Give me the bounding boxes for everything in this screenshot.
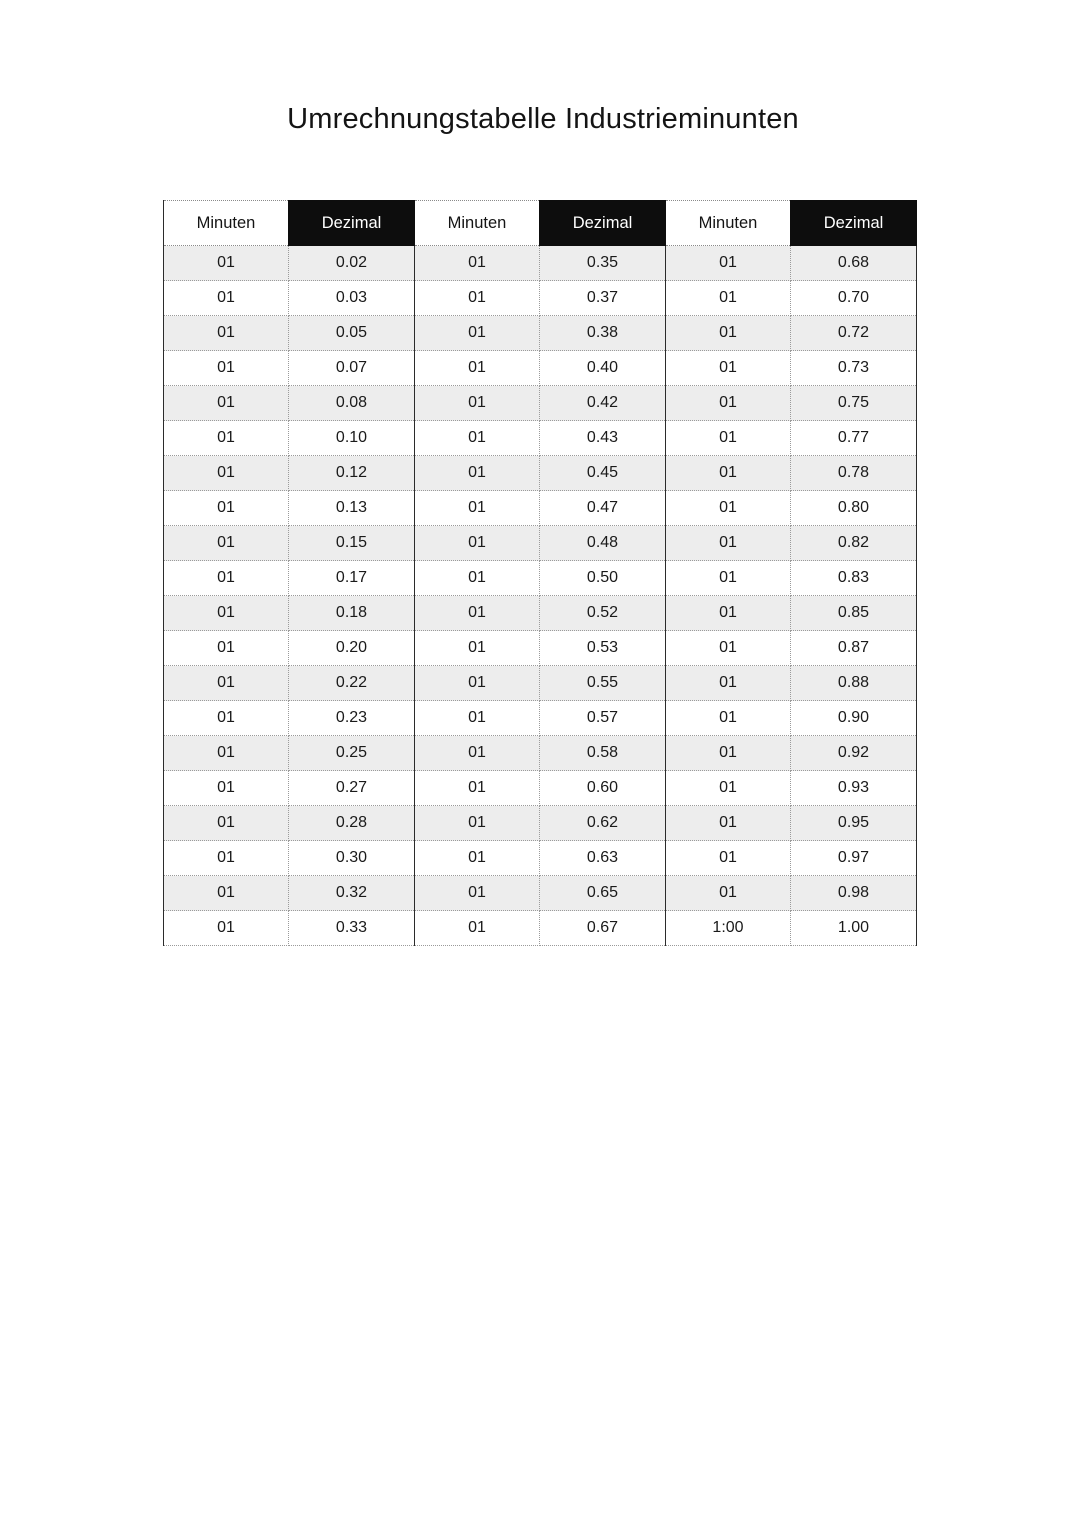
- table-row: [164, 876, 917, 911]
- cell-minuten: 01: [164, 596, 289, 631]
- cell-dezimal: 0.82: [791, 526, 917, 561]
- table-row: [164, 421, 917, 456]
- cell-minuten: 01: [666, 246, 791, 281]
- cell-dezimal: 0.87: [791, 631, 917, 666]
- cell-minuten: 01: [415, 526, 540, 561]
- cell-dezimal: 0.68: [791, 246, 917, 281]
- cell-dezimal: 0.88: [791, 666, 917, 701]
- cell-minuten: 01: [415, 561, 540, 596]
- cell-minuten: 01: [666, 421, 791, 456]
- cell-minuten: 01: [666, 561, 791, 596]
- column-header-dezimal-2: Dezimal: [540, 201, 666, 246]
- table-body: [164, 246, 917, 946]
- table-row: [164, 386, 917, 421]
- cell-minuten: 01: [666, 876, 791, 911]
- column-header-dezimal-3: Dezimal: [791, 201, 917, 246]
- cell-minuten: 1:00: [666, 911, 791, 946]
- cell-dezimal: 0.02: [289, 246, 415, 281]
- cell-dezimal: 0.90: [791, 701, 917, 736]
- cell-minuten: 01: [415, 491, 540, 526]
- column-header-minuten-2: Minuten: [415, 201, 540, 246]
- cell-dezimal: 0.60: [540, 771, 666, 806]
- cell-minuten: 01: [415, 841, 540, 876]
- cell-dezimal: 0.70: [791, 281, 917, 316]
- cell-minuten: 01: [415, 456, 540, 491]
- cell-dezimal: 0.48: [540, 526, 666, 561]
- cell-dezimal: 0.22: [289, 666, 415, 701]
- cell-dezimal: 0.97: [791, 841, 917, 876]
- cell-dezimal: 0.12: [289, 456, 415, 491]
- table-row: [164, 911, 917, 946]
- cell-minuten: 01: [164, 281, 289, 316]
- cell-minuten: 01: [415, 631, 540, 666]
- cell-minuten: 01: [164, 526, 289, 561]
- cell-minuten: 01: [164, 631, 289, 666]
- cell-minuten: 01: [415, 911, 540, 946]
- cell-dezimal: 0.15: [289, 526, 415, 561]
- cell-dezimal: 0.32: [289, 876, 415, 911]
- cell-dezimal: 1.00: [791, 911, 917, 946]
- cell-minuten: 01: [666, 526, 791, 561]
- cell-dezimal: 0.95: [791, 806, 917, 841]
- cell-dezimal: 0.33: [289, 911, 415, 946]
- cell-minuten: 01: [666, 736, 791, 771]
- cell-dezimal: 0.72: [791, 316, 917, 351]
- cell-minuten: 01: [666, 841, 791, 876]
- cell-dezimal: 0.10: [289, 421, 415, 456]
- cell-minuten: 01: [164, 771, 289, 806]
- cell-minuten: 01: [666, 666, 791, 701]
- table-row: [164, 491, 917, 526]
- cell-dezimal: 0.18: [289, 596, 415, 631]
- cell-minuten: 01: [415, 246, 540, 281]
- table-header: [164, 201, 917, 246]
- cell-minuten: 01: [666, 491, 791, 526]
- cell-minuten: 01: [415, 316, 540, 351]
- cell-dezimal: 0.57: [540, 701, 666, 736]
- cell-minuten: 01: [666, 351, 791, 386]
- cell-minuten: 01: [164, 491, 289, 526]
- cell-dezimal: 0.55: [540, 666, 666, 701]
- cell-dezimal: 0.52: [540, 596, 666, 631]
- cell-minuten: 01: [415, 351, 540, 386]
- cell-dezimal: 0.07: [289, 351, 415, 386]
- cell-dezimal: 0.05: [289, 316, 415, 351]
- cell-minuten: 01: [415, 596, 540, 631]
- cell-dezimal: 0.17: [289, 561, 415, 596]
- cell-dezimal: 0.25: [289, 736, 415, 771]
- table-row: [164, 316, 917, 351]
- conversion-table-container: [163, 200, 917, 946]
- cell-minuten: 01: [164, 666, 289, 701]
- conversion-table: [163, 200, 917, 946]
- cell-dezimal: 0.30: [289, 841, 415, 876]
- cell-dezimal: 0.03: [289, 281, 415, 316]
- cell-minuten: 01: [164, 421, 289, 456]
- column-header-minuten-1: Minuten: [164, 201, 289, 246]
- cell-minuten: 01: [666, 806, 791, 841]
- table-header-row: [164, 201, 917, 246]
- cell-minuten: 01: [164, 911, 289, 946]
- cell-minuten: 01: [666, 316, 791, 351]
- cell-minuten: 01: [415, 281, 540, 316]
- cell-dezimal: 0.77: [791, 421, 917, 456]
- cell-dezimal: 0.38: [540, 316, 666, 351]
- cell-minuten: 01: [666, 386, 791, 421]
- table-row: [164, 246, 917, 281]
- cell-dezimal: 0.28: [289, 806, 415, 841]
- table-row: [164, 456, 917, 491]
- column-header-minuten-3: Minuten: [666, 201, 791, 246]
- cell-minuten: 01: [164, 351, 289, 386]
- cell-dezimal: 0.75: [791, 386, 917, 421]
- cell-minuten: 01: [415, 666, 540, 701]
- cell-minuten: 01: [164, 701, 289, 736]
- cell-dezimal: 0.93: [791, 771, 917, 806]
- cell-minuten: 01: [164, 246, 289, 281]
- cell-minuten: 01: [164, 841, 289, 876]
- cell-dezimal: 0.45: [540, 456, 666, 491]
- cell-minuten: 01: [415, 701, 540, 736]
- cell-minuten: 01: [666, 596, 791, 631]
- cell-dezimal: 0.40: [540, 351, 666, 386]
- table-row: [164, 806, 917, 841]
- cell-dezimal: 0.63: [540, 841, 666, 876]
- table-row: [164, 841, 917, 876]
- cell-dezimal: 0.20: [289, 631, 415, 666]
- cell-minuten: 01: [415, 421, 540, 456]
- cell-dezimal: 0.47: [540, 491, 666, 526]
- cell-dezimal: 0.53: [540, 631, 666, 666]
- cell-minuten: 01: [164, 316, 289, 351]
- cell-minuten: 01: [415, 386, 540, 421]
- table-row: [164, 561, 917, 596]
- cell-minuten: 01: [666, 281, 791, 316]
- cell-minuten: 01: [164, 561, 289, 596]
- cell-dezimal: 0.37: [540, 281, 666, 316]
- page-title: Umrechnungstabelle Industrieminunten: [287, 103, 799, 135]
- table-row: [164, 666, 917, 701]
- cell-dezimal: 0.27: [289, 771, 415, 806]
- table-row: [164, 701, 917, 736]
- table-row: [164, 351, 917, 386]
- cell-dezimal: 0.98: [791, 876, 917, 911]
- cell-dezimal: 0.62: [540, 806, 666, 841]
- table-row: [164, 596, 917, 631]
- cell-dezimal: 0.13: [289, 491, 415, 526]
- cell-minuten: 01: [666, 701, 791, 736]
- table-row: [164, 736, 917, 771]
- cell-dezimal: 0.65: [540, 876, 666, 911]
- cell-minuten: 01: [415, 876, 540, 911]
- table-row: [164, 631, 917, 666]
- cell-minuten: 01: [164, 456, 289, 491]
- cell-dezimal: 0.35: [540, 246, 666, 281]
- cell-minuten: 01: [666, 631, 791, 666]
- cell-minuten: 01: [415, 806, 540, 841]
- cell-dezimal: 0.83: [791, 561, 917, 596]
- cell-minuten: 01: [164, 736, 289, 771]
- cell-dezimal: 0.92: [791, 736, 917, 771]
- cell-minuten: 01: [164, 876, 289, 911]
- cell-minuten: 01: [164, 806, 289, 841]
- cell-dezimal: 0.85: [791, 596, 917, 631]
- cell-dezimal: 0.50: [540, 561, 666, 596]
- cell-dezimal: 0.80: [791, 491, 917, 526]
- cell-dezimal: 0.58: [540, 736, 666, 771]
- column-header-dezimal-1: Dezimal: [289, 201, 415, 246]
- cell-minuten: 01: [666, 456, 791, 491]
- table-row: [164, 771, 917, 806]
- cell-dezimal: 0.23: [289, 701, 415, 736]
- cell-minuten: 01: [666, 771, 791, 806]
- cell-minuten: 01: [415, 736, 540, 771]
- cell-dezimal: 0.73: [791, 351, 917, 386]
- table-row: [164, 281, 917, 316]
- cell-dezimal: 0.08: [289, 386, 415, 421]
- cell-minuten: 01: [164, 386, 289, 421]
- cell-dezimal: 0.78: [791, 456, 917, 491]
- table-row: [164, 526, 917, 561]
- cell-dezimal: 0.43: [540, 421, 666, 456]
- cell-dezimal: 0.67: [540, 911, 666, 946]
- cell-dezimal: 0.42: [540, 386, 666, 421]
- cell-minuten: 01: [415, 771, 540, 806]
